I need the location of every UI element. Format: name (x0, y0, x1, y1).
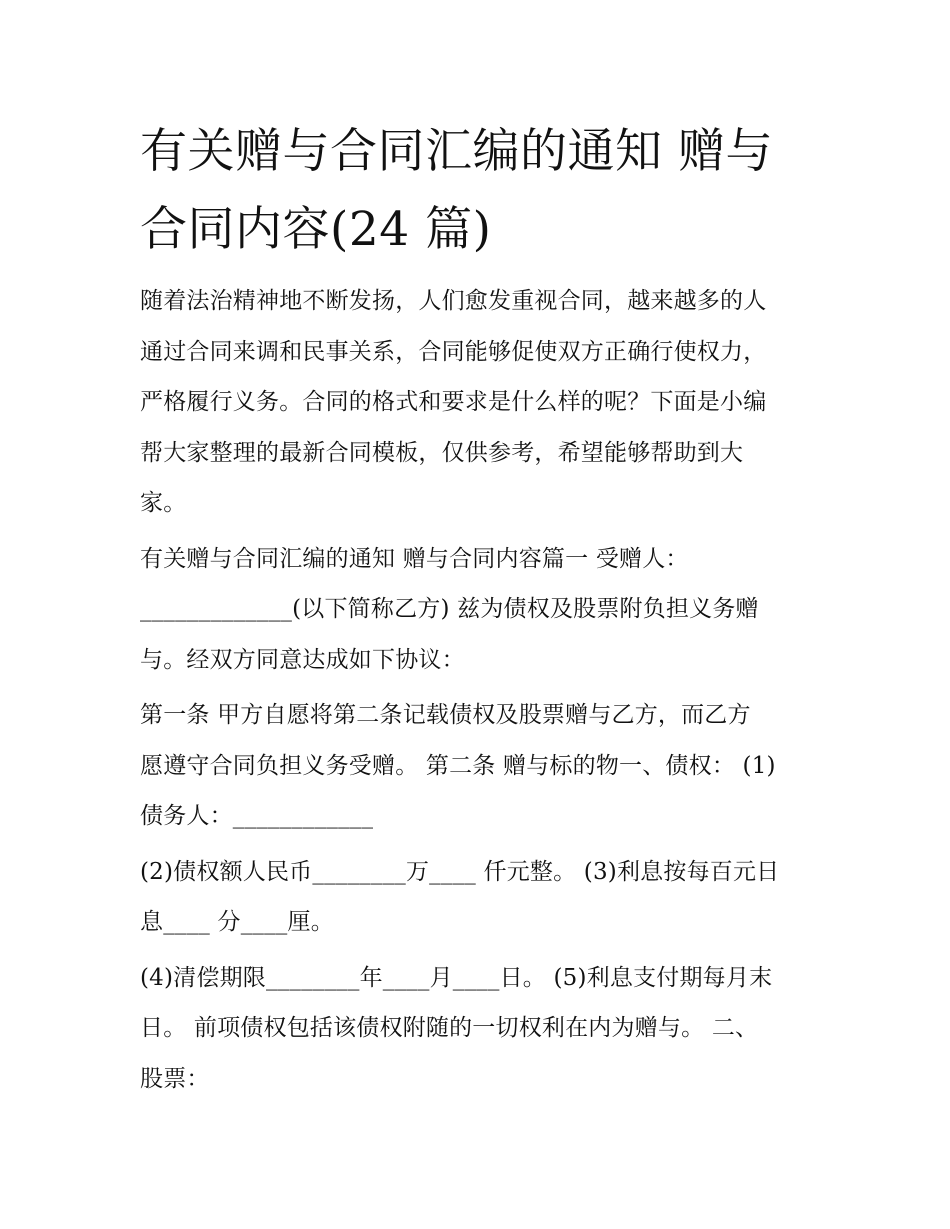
text-line: 第一条 甲方自愿将第二条记载债权及股票赠与乙方，而乙方 (140, 702, 751, 728)
document-body (140, 276, 812, 1109)
text-line: 家。 (140, 490, 187, 516)
text-line: 帮大家整理的最新合同模板，仅供参考，希望能够帮助到大 (140, 439, 744, 466)
text-line: 愿遵守合同负担义务受赠。 第二条 赠与标的物一、债权： (1) (140, 752, 776, 779)
text-line: 与。经双方同意达成如下协议： (140, 646, 465, 673)
text-line: (2)债权额人民币________万____ 仟元整。 (3)利息按每百元日 (140, 858, 780, 885)
text-line: 息____ 分____厘。 (140, 909, 334, 935)
article-one-paragraph (140, 690, 812, 842)
text-line: 股票： (140, 1065, 210, 1092)
text-line: 随着法治精神地不断发扬，人们愈发重视合同，越来越多的人 (140, 288, 767, 314)
text-line: _____________(以下简称乙方) 兹为债权及股票附负担义务赠 (140, 596, 759, 622)
title-line: 有关赠与合同汇编的通知 赠与 (140, 124, 773, 179)
repayment-paragraph (140, 953, 812, 1105)
document-title (140, 113, 820, 269)
intro-paragraph (140, 276, 812, 529)
claim-amount-paragraph (140, 847, 812, 948)
text-line: 严格履行义务。合同的格式和要求是什么样的呢？下面是小编 (140, 389, 767, 415)
text-line: 有关赠与合同汇编的通知 赠与合同内容篇一 受赠人： (140, 545, 689, 572)
text-line: 债务人：____________ (140, 803, 374, 829)
text-line: (4)清偿期限________年____月____日。 (5)利息支付期每月末 (140, 964, 773, 991)
text-line: 通过合同来调和民事关系，合同能够促使双方正确行使权力， (140, 338, 767, 365)
text-line: 日。 前项债权包括该债权附随的一切权利在内为赠与。 二、 (140, 1015, 759, 1041)
recipient-paragraph (140, 534, 812, 686)
title-line: 合同内容(24 篇) (140, 202, 492, 257)
